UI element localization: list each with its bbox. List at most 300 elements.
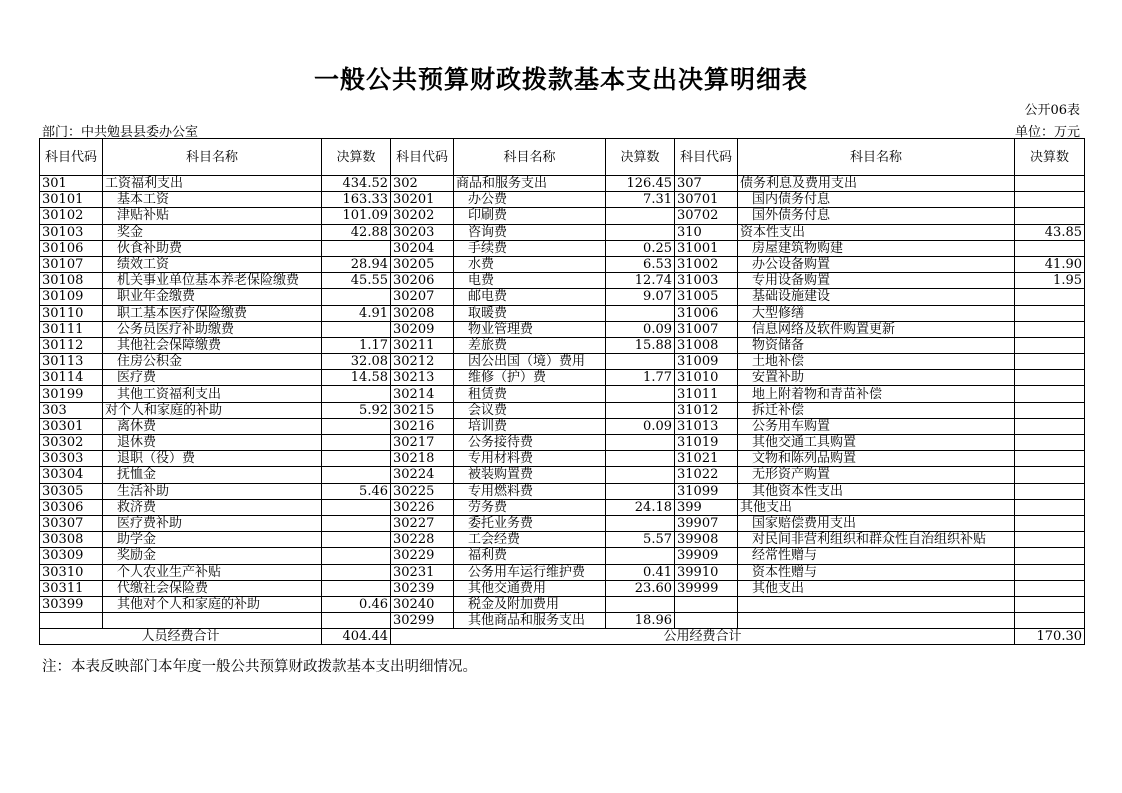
amount-cell [322,240,391,256]
amount-cell [1015,418,1085,434]
amount-cell [322,386,391,402]
subject-name-cell: 救济费 [103,499,322,515]
subject-code-cell: 30211 [391,337,454,353]
amount-cell: 43.85 [1015,224,1085,240]
subject-name-cell: 专用燃料费 [454,483,606,499]
subject-code-cell: 301 [40,176,103,192]
table-row [40,224,1085,240]
subject-name-cell: 房屋建筑物购建 [738,240,1015,256]
subject-name-cell: 拆迁补偿 [738,402,1015,418]
subject-name-cell: 助学金 [103,532,322,548]
amount-cell [1015,240,1085,256]
totals-row [40,629,1085,645]
header-subject-code: 科目代码 [391,139,454,176]
subject-code-cell: 30113 [40,354,103,370]
subject-name-cell: 其他工资福利支出 [103,386,322,402]
subject-name-cell: 经常性赠与 [738,548,1015,564]
header-amount: 决算数 [1015,139,1085,176]
amount-cell: 434.52 [322,176,391,192]
subject-name-cell: 税金及附加费用 [454,596,606,612]
header-subject-name: 科目名称 [738,139,1015,176]
amount-cell: 0.41 [606,564,675,580]
footnote: 注：本表反映部门本年度一般公共预算财政拨款基本支出明细情况。 [42,659,477,675]
amount-cell: 6.53 [606,256,675,272]
table-row [40,208,1085,224]
subject-name-cell: 生活补助 [103,483,322,499]
table-row [40,370,1085,386]
subject-code-cell: 30240 [391,596,454,612]
amount-cell [1015,596,1085,612]
amount-cell: 5.57 [606,532,675,548]
subject-code-cell: 30102 [40,208,103,224]
subject-code-cell: 30399 [40,596,103,612]
subject-code-cell: 31009 [675,354,738,370]
subject-code-cell: 30215 [391,402,454,418]
subject-name-cell: 其他资本性支出 [738,483,1015,499]
subject-code-cell: 307 [675,176,738,192]
subject-code-cell: 30114 [40,370,103,386]
amount-cell [606,515,675,531]
subject-name-cell: 其他交通费用 [454,580,606,596]
subject-code-cell: 30202 [391,208,454,224]
subject-name-cell: 物资储备 [738,337,1015,353]
subject-code-cell: 31022 [675,467,738,483]
header-amount: 决算数 [606,139,675,176]
subject-name-cell: 信息网络及软件购置更新 [738,321,1015,337]
subject-name-cell: 工会经费 [454,532,606,548]
subject-code-cell: 31011 [675,386,738,402]
subject-name-cell: 专用设备购置 [738,273,1015,289]
amount-cell [1015,435,1085,451]
subject-name-cell: 公务用车运行维护费 [454,564,606,580]
amount-cell: 41.90 [1015,256,1085,272]
table-row [40,580,1085,596]
subject-name-cell: 住房公积金 [103,354,322,370]
subject-name-cell: 商品和服务支出 [454,176,606,192]
subject-code-cell: 30308 [40,532,103,548]
amount-cell [1015,354,1085,370]
header-subject-code: 科目代码 [40,139,103,176]
subject-name-cell: 公务用车购置 [738,418,1015,434]
amount-cell: 4.91 [322,305,391,321]
amount-cell [1015,192,1085,208]
subject-name-cell: 办公费 [454,192,606,208]
subject-name-cell [738,596,1015,612]
table-row [40,451,1085,467]
expenditure-table [39,138,1085,645]
subject-name-cell: 医疗费 [103,370,322,386]
table-row [40,321,1085,337]
subject-name-cell: 电费 [454,273,606,289]
subject-code-cell: 30299 [391,613,454,629]
amount-cell [606,305,675,321]
subject-name-cell: 文物和陈列品购置 [738,451,1015,467]
subject-name-cell: 会议费 [454,402,606,418]
subject-name-cell: 资本性支出 [738,224,1015,240]
table-row [40,256,1085,272]
subject-name-cell: 绩效工资 [103,256,322,272]
amount-cell: 0.25 [606,240,675,256]
subject-name-cell: 国外债务付息 [738,208,1015,224]
subject-name-cell: 国家赔偿费用支出 [738,515,1015,531]
subject-name-cell: 维修（护）费 [454,370,606,386]
table-row [40,467,1085,483]
amount-cell: 45.55 [322,273,391,289]
page-title: 一般公共预算财政拨款基本支出决算明细表 [313,65,808,94]
table-row [40,402,1085,418]
table-row [40,532,1085,548]
subject-name-cell: 安置补助 [738,370,1015,386]
table-row [40,305,1085,321]
amount-cell [606,224,675,240]
subject-name-cell: 其他支出 [738,499,1015,515]
subject-code-cell: 302 [391,176,454,192]
amount-cell: 1.77 [606,370,675,386]
subject-code-cell: 30207 [391,289,454,305]
table-row [40,613,1085,629]
subject-name-cell: 公务员医疗补助缴费 [103,321,322,337]
amount-cell [322,289,391,305]
subject-code-cell: 30303 [40,451,103,467]
header-subject-code: 科目代码 [675,139,738,176]
department-label: 部门：中共勉县县委办公室 [42,125,199,140]
subject-code-cell: 30302 [40,435,103,451]
subject-code-cell: 39999 [675,580,738,596]
amount-cell [322,435,391,451]
subject-code-cell: 30239 [391,580,454,596]
amount-cell: 5.46 [322,483,391,499]
amount-cell [322,580,391,596]
table-row [40,386,1085,402]
amount-cell [606,402,675,418]
subject-code-cell: 39909 [675,548,738,564]
amount-cell: 126.45 [606,176,675,192]
subject-name-cell: 取暖费 [454,305,606,321]
table-row [40,564,1085,580]
subject-name-cell: 手续费 [454,240,606,256]
subject-name-cell: 水费 [454,256,606,272]
subject-name-cell: 其他交通工具购置 [738,435,1015,451]
subject-name-cell: 津贴补贴 [103,208,322,224]
amount-cell [322,321,391,337]
table-row [40,483,1085,499]
subject-code-cell: 31005 [675,289,738,305]
subject-code-cell: 31013 [675,418,738,434]
table-row [40,418,1085,434]
header-subject-name: 科目名称 [454,139,606,176]
amount-cell: 101.09 [322,208,391,224]
public-total-label: 公用经费合计 [391,629,1015,645]
subject-name-cell: 奖金 [103,224,322,240]
subject-name-cell: 办公设备购置 [738,256,1015,272]
amount-cell: 5.92 [322,402,391,418]
amount-cell: 23.60 [606,580,675,596]
subject-name-cell: 邮电费 [454,289,606,305]
subject-name-cell: 无形资产购置 [738,467,1015,483]
subject-code-cell: 30209 [391,321,454,337]
subject-name-cell: 退职（役）费 [103,451,322,467]
amount-cell [322,467,391,483]
table-row [40,548,1085,564]
subject-code-cell: 31008 [675,337,738,353]
subject-code-cell: 30205 [391,256,454,272]
amount-cell [1015,289,1085,305]
header-amount: 决算数 [322,139,391,176]
amount-cell [1015,515,1085,531]
subject-code-cell: 30103 [40,224,103,240]
amount-cell [1015,337,1085,353]
amount-cell: 24.18 [606,499,675,515]
subject-code-cell: 30301 [40,418,103,434]
amount-cell [322,613,391,629]
subject-name-cell: 其他支出 [738,580,1015,596]
subject-name-cell: 其他对个人和家庭的补助 [103,596,322,612]
subject-code-cell: 31010 [675,370,738,386]
personnel-total-label: 人员经费合计 [40,629,322,645]
table-row [40,240,1085,256]
subject-code-cell: 30216 [391,418,454,434]
subject-code-cell [40,613,103,629]
subject-name-cell: 基础设施建设 [738,289,1015,305]
table-row [40,192,1085,208]
subject-name-cell: 资本性赠与 [738,564,1015,580]
subject-code-cell: 399 [675,499,738,515]
subject-name-cell: 职工基本医疗保险缴费 [103,305,322,321]
amount-cell: 0.09 [606,418,675,434]
subject-code-cell: 30208 [391,305,454,321]
subject-name-cell: 对个人和家庭的补助 [103,402,322,418]
amount-cell [606,208,675,224]
subject-name-cell: 公务接待费 [454,435,606,451]
subject-code-cell: 30701 [675,192,738,208]
amount-cell: 7.31 [606,192,675,208]
subject-code-cell: 30199 [40,386,103,402]
amount-cell: 12.74 [606,273,675,289]
amount-cell [322,515,391,531]
amount-cell: 18.96 [606,613,675,629]
amount-cell [322,548,391,564]
amount-cell [322,451,391,467]
subject-code-cell: 30218 [391,451,454,467]
subject-name-cell: 机关事业单位基本养老保险缴费 [103,273,322,289]
header-subject-name: 科目名称 [103,139,322,176]
subject-name-cell: 福利费 [454,548,606,564]
subject-name-cell: 土地补偿 [738,354,1015,370]
subject-code-cell: 30305 [40,483,103,499]
subject-code-cell: 30109 [40,289,103,305]
amount-cell [322,418,391,434]
subject-name-cell: 奖励金 [103,548,322,564]
subject-code-cell: 30306 [40,499,103,515]
subject-name-cell: 退休费 [103,435,322,451]
amount-cell [606,483,675,499]
amount-cell [322,532,391,548]
amount-cell [1015,386,1085,402]
table-row [40,354,1085,370]
subject-name-cell: 国内债务付息 [738,192,1015,208]
subject-code-cell: 31006 [675,305,738,321]
subject-name-cell: 劳务费 [454,499,606,515]
amount-cell [606,354,675,370]
amount-cell [1015,580,1085,596]
subject-code-cell [675,613,738,629]
amount-cell [606,435,675,451]
form-number: 公开06表 [1024,103,1080,118]
subject-name-cell: 被装购置费 [454,467,606,483]
table-row [40,435,1085,451]
amount-cell [1015,613,1085,629]
subject-code-cell: 30217 [391,435,454,451]
table-row [40,289,1085,305]
amount-cell [1015,321,1085,337]
table-header-row [40,139,1085,176]
subject-code-cell: 30101 [40,192,103,208]
subject-code-cell: 30231 [391,564,454,580]
subject-name-cell: 抚恤金 [103,467,322,483]
subject-name-cell: 印刷费 [454,208,606,224]
amount-cell [1015,548,1085,564]
amount-cell [1015,305,1085,321]
amount-cell [606,451,675,467]
amount-cell [1015,499,1085,515]
subject-code-cell: 30107 [40,256,103,272]
subject-name-cell: 代缴社会保险费 [103,580,322,596]
subject-name-cell: 专用材料费 [454,451,606,467]
subject-name-cell: 职业年金缴费 [103,289,322,305]
subject-name-cell: 离休费 [103,418,322,434]
table-row [40,273,1085,289]
subject-name-cell: 委托业务费 [454,515,606,531]
amount-cell [1015,176,1085,192]
amount-cell [606,467,675,483]
subject-code-cell: 30106 [40,240,103,256]
amount-cell [1015,451,1085,467]
subject-name-cell: 地上附着物和青苗补偿 [738,386,1015,402]
subject-name-cell: 因公出国（境）费用 [454,354,606,370]
personnel-total-value: 404.44 [322,629,391,645]
subject-code-cell: 30214 [391,386,454,402]
amount-cell [1015,467,1085,483]
subject-code-cell: 39908 [675,532,738,548]
subject-code-cell: 30310 [40,564,103,580]
subject-code-cell: 30203 [391,224,454,240]
amount-cell [1015,208,1085,224]
amount-cell: 163.33 [322,192,391,208]
subject-code-cell: 31001 [675,240,738,256]
subject-code-cell: 31003 [675,273,738,289]
subject-code-cell: 30311 [40,580,103,596]
amount-cell [606,386,675,402]
subject-code-cell: 30304 [40,467,103,483]
subject-name-cell: 伙食补助费 [103,240,322,256]
amount-cell: 0.46 [322,596,391,612]
subject-code-cell: 39907 [675,515,738,531]
amount-cell [1015,564,1085,580]
amount-cell [322,499,391,515]
subject-name-cell: 差旅费 [454,337,606,353]
subject-name-cell: 债务利息及费用支出 [738,176,1015,192]
subject-code-cell: 30226 [391,499,454,515]
table-row [40,596,1085,612]
amount-cell: 9.07 [606,289,675,305]
subject-code-cell: 30204 [391,240,454,256]
subject-code-cell: 30307 [40,515,103,531]
subject-code-cell: 30309 [40,548,103,564]
public-total-value: 170.30 [1015,629,1085,645]
subject-code-cell: 30212 [391,354,454,370]
subject-code-cell: 31007 [675,321,738,337]
amount-cell [1015,532,1085,548]
amount-cell: 1.95 [1015,273,1085,289]
subject-code-cell: 30228 [391,532,454,548]
subject-code-cell: 30108 [40,273,103,289]
subject-code-cell: 303 [40,402,103,418]
subject-name-cell: 咨询费 [454,224,606,240]
table-row [40,337,1085,353]
amount-cell [606,548,675,564]
amount-cell [322,564,391,580]
subject-name-cell: 个人农业生产补贴 [103,564,322,580]
subject-code-cell: 31002 [675,256,738,272]
amount-cell: 42.88 [322,224,391,240]
subject-name-cell: 其他社会保障缴费 [103,337,322,353]
subject-code-cell [675,596,738,612]
amount-cell: 28.94 [322,256,391,272]
subject-code-cell: 39910 [675,564,738,580]
subject-code-cell: 31021 [675,451,738,467]
table-row [40,515,1085,531]
subject-name-cell: 对民间非营利组织和群众性自治组织补贴 [738,532,1015,548]
amount-cell: 14.58 [322,370,391,386]
subject-name-cell: 医疗费补助 [103,515,322,531]
subject-code-cell: 31019 [675,435,738,451]
amount-cell: 15.88 [606,337,675,353]
subject-code-cell: 30702 [675,208,738,224]
subject-code-cell: 30227 [391,515,454,531]
subject-code-cell: 31099 [675,483,738,499]
subject-code-cell: 31012 [675,402,738,418]
subject-name-cell: 基本工资 [103,192,322,208]
amount-cell [1015,483,1085,499]
amount-cell: 0.09 [606,321,675,337]
amount-cell [1015,370,1085,386]
subject-code-cell: 30206 [391,273,454,289]
subject-code-cell: 30111 [40,321,103,337]
amount-cell [1015,402,1085,418]
subject-name-cell [103,613,322,629]
subject-code-cell: 30112 [40,337,103,353]
subject-name-cell: 物业管理费 [454,321,606,337]
subject-name-cell: 租赁费 [454,386,606,402]
table-row [40,176,1085,192]
amount-cell [606,596,675,612]
subject-code-cell: 310 [675,224,738,240]
subject-code-cell: 30110 [40,305,103,321]
subject-code-cell: 30229 [391,548,454,564]
amount-cell: 32.08 [322,354,391,370]
subject-code-cell: 30201 [391,192,454,208]
unit-label: 单位：万元 [1014,125,1080,140]
table-row [40,499,1085,515]
subject-name-cell [738,613,1015,629]
subject-code-cell: 30224 [391,467,454,483]
amount-cell: 1.17 [322,337,391,353]
subject-name-cell: 工资福利支出 [103,176,322,192]
subject-name-cell: 其他商品和服务支出 [454,613,606,629]
subject-name-cell: 大型修缮 [738,305,1015,321]
subject-name-cell: 培训费 [454,418,606,434]
subject-code-cell: 30225 [391,483,454,499]
